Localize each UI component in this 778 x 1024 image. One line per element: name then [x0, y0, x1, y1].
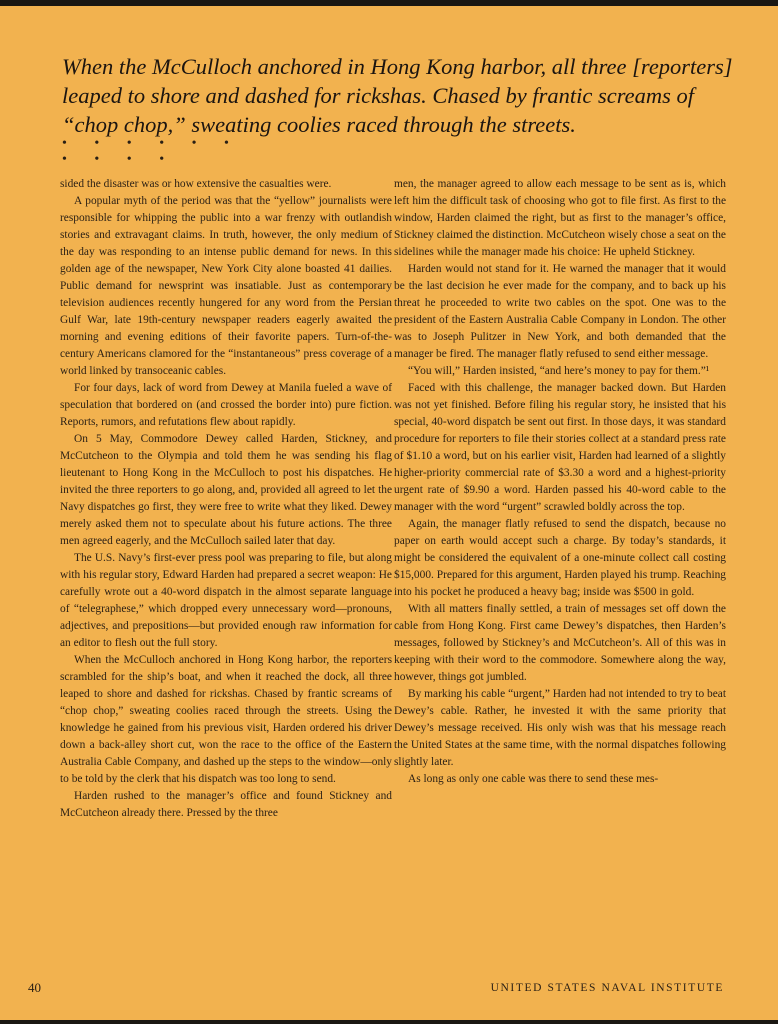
paragraph: As long as only one cable was there to send these mes- — [408, 773, 659, 785]
publication-name: UNITED STATES NAVAL INSTITUTE — [490, 982, 724, 994]
paragraph: When the McCulloch anchored in Hong Kong harbor, the reporters scrambled for the ship’s boat, and when it reached the dock, all three leaped to shore and dashed for rickshas. Chased by frantic screams of “chop chop,” sweating coolies raced through the streets. Using the knowledge he gained from his previous visit, Harden ordered his driver down a back-alley short cut, won the race to the office of the Eastern Australia Cable Company, and dashed up the steps to the window—only to be told by the clerk that his dispatch was too long to send. — [60, 654, 392, 785]
paragraph: On 5 May, Commodore Dewey called Harden, Stickney, and McCutcheon to the Olympia and told them he was sending his flag lieutenant to Hong Kong in the McCulloch to post his dispatches. He invited the three reporters to go along, and, provided all agreed to let the Navy dispatches go first, they were free to write what they liked. Dewey merely asked them not to speculate about his future actions. The three men agreed eagerly, and the McCulloch sailed later that day. — [60, 433, 392, 547]
paragraph: For four days, lack of word from Dewey at Manila fueled a wave of speculation that bordered on (and crossed the border into) pure fiction. Reports, rumors, and refutations flew about rapidly. — [60, 382, 392, 428]
paragraph: The U.S. Navy’s first-ever press pool was preparing to file, but along with his regular story, Edward Harden had prepared a secret weapon: He carefully wrote out a 40-word dispatch in the almost separate language of “telegraphese,” which dropped every unnecessary word—pronouns, adjectives, and prepositions—but provided enough raw information for an editor to flesh out the full story. — [60, 552, 392, 649]
paragraph: Faced with this challenge, the manager backed down. But Harden was not yet finished. Before filing his regular story, he insisted that his special, 40-word dispatch be sent out first. In those days, it was standard procedure for reporters to file their stories collect at a standard press rate of $1.10 a word, but on his earlier visit, Harden had learned of a slightly higher-priority commercial rate of $3.30 a word and a highest-priority urgent rate of $9.90 a word. Harden passed his 40-word cable to the manager with the word “urgent” scrawled boldly across the top. — [394, 382, 726, 513]
paragraph: Harden rushed to the manager’s office and found Stickney and McCutcheon already there. Pressed by the three — [60, 790, 392, 819]
paragraph: “You will,” Harden insisted, “and here’s money to pay for them.”¹ — [408, 365, 710, 377]
magazine-page — [0, 6, 778, 1020]
paragraph: men, the manager agreed to allow each message to be sent as is, which left him the difficult task of choosing who got to file first. As first to the window, Harden claimed the right, but as first to the manager’s office, Stickney claimed the distinction. McCutcheon wisely chose a seat on the sidelines while the manager made his choice: He upheld Stickney. — [394, 178, 726, 258]
paragraph: A popular myth of the period was that the “yellow” journalists were responsible for whipping the public into a war frenzy with outlandish stories and extravagant claims. In truth, however, the only medium of the day was responding to an intense public demand for news. In this golden age of the newspaper, New York City alone boasted 41 dailies. Public demand for newsprint was insatiable. Just as contemporary television audiences recently hungered for any word from the Persian Gulf War, late 19th-century newspaper readers eagerly awaited the morning and evening editions of their favorite papers. Turn-of-the-century Americans clamored for the “instantaneous” press coverage of a world linked by transoceanic cables. — [60, 195, 392, 377]
ornament-dots: • • • • • • • • • • — [62, 136, 241, 167]
paragraph: sided the disaster was or how extensive the casualties were. — [60, 178, 332, 190]
paragraph: By marking his cable “urgent,” Harden had not intended to try to beat Dewey’s cable. Rather, he invested it with the same priority that Dewey’s message received. His only wish was that his message reach the United States at the same time, with the normal dispatches following slightly later. — [394, 688, 726, 768]
paragraph: Harden would not stand for it. He warned the manager that it would be the last decision he ever made for the company, and to back up his threat he proceeded to write two cables on the spot. One was to the president of the Eastern Australia Cable Company in London. The other was to Joseph Pulitzer in New York, and both demanded that the manager be fired. The manager flatly refused to send either message. — [394, 263, 726, 360]
page-number: 40 — [28, 980, 41, 995]
pull-quote: When the McCulloch anchored in Hong Kong harbor, all three [reporters] leaped to shore and dashed for rickshas. Chased by frantic screams of “chop chop,” sweating coolies raced through the streets. — [62, 54, 733, 137]
paragraph: Again, the manager flatly refused to send the dispatch, because no paper on earth would accept such a charge. By today’s standards, it might be considered the equivalent of a one-minute collect call costing $15,000. Prepared for this argument, Harden played his trump. Reaching into his pocket he produced a heavy bag; inside was $500 in gold. — [394, 518, 726, 598]
right-column — [394, 176, 726, 788]
left-column — [60, 176, 392, 822]
paragraph: With all matters finally settled, a train of messages set off down the cable from Hong Kong. First came Dewey’s dispatches, then Harden’s messages, followed by Stickney’s and McCutcheon’s. All of this was in keeping with their word to the commodore. Somewhere along the way, however, things got jumbled. — [394, 603, 726, 683]
